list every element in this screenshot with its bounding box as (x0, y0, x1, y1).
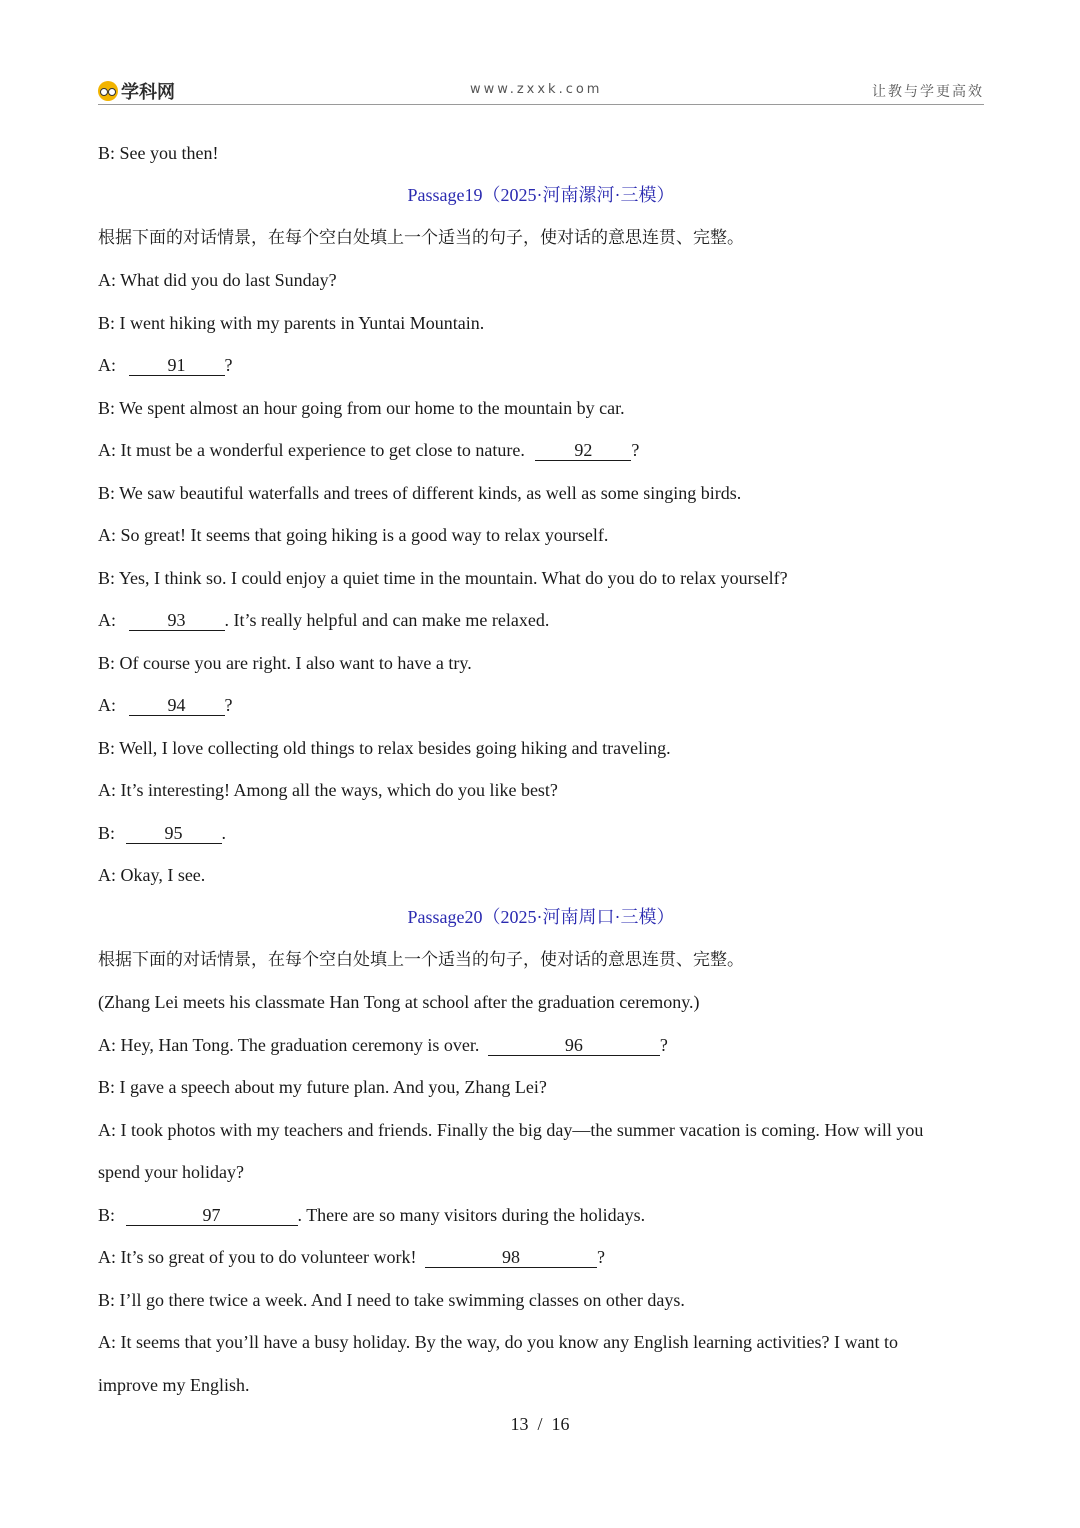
dialogue-line-blank-93 (98, 608, 984, 632)
line-text: ? (224, 695, 233, 715)
dialogue-line: B: We saw beautiful waterfalls and trees of different kinds, as well as some singing birds. (98, 483, 742, 503)
site-logo[interactable] (98, 78, 175, 104)
dialogue-line: B: I’ll go there twice a week. And I need to take swimming classes on other days. (98, 1290, 685, 1310)
dialogue-line: B: Yes, I think so. I could enjoy a quiet time in the mountain. What do you do to relax yourself? (98, 568, 788, 588)
dialogue-line: B: See you then! (98, 143, 219, 163)
line-text: A: It’s so great of you to do volunteer work! (98, 1247, 421, 1267)
line-text: B: (98, 1205, 120, 1225)
answer-blank-92[interactable]: 92 (535, 440, 631, 461)
passage19-title: Passage19（2025·河南漯河·三模） (407, 185, 675, 205)
passage20-title: Passage20（2025·河南周口·三模） (407, 907, 675, 927)
dialogue-line-blank-94 (98, 693, 984, 717)
dialogue-line: B: I went hiking with my parents in Yuntai Mountain. (98, 313, 485, 333)
line-text: A: Hey, Han Tong. The graduation ceremony is over. (98, 1035, 484, 1055)
dialogue-line: spend your holiday? (98, 1162, 244, 1182)
line-text: ? (631, 440, 640, 460)
passage19-instruction: 根据下面的对话情景，在每个空白处填上一个适当的句子，使对话的意思连贯、完整。 (98, 228, 744, 248)
dialogue-line-blank-91 (98, 353, 984, 377)
dialogue-line: B: Of course you are right. I also want to have a try. (98, 653, 472, 673)
header-slogan: 让教与学更高效 (872, 84, 984, 100)
page-number: 13 / 16 (510, 1414, 570, 1434)
dialogue-line-blank-97 (98, 1203, 984, 1227)
line-text: ? (224, 355, 233, 375)
dialogue-line: A: I took photos with my teachers and friends. Finally the big day—the summer vacation is coming. How will you (98, 1120, 924, 1140)
dialogue-line-blank-96 (98, 1033, 984, 1057)
line-text: ? (659, 1035, 668, 1055)
answer-blank-91[interactable]: 91 (129, 355, 225, 376)
answer-blank-98[interactable]: 98 (425, 1247, 597, 1268)
line-text: ? (596, 1247, 605, 1267)
dialogue-line: A: What did you do last Sunday? (98, 270, 337, 290)
line-text: A: It must be a wonderful experience to get close to nature. (98, 440, 530, 460)
dialogue-line: A: So great! It seems that going hiking is a good way to relax yourself. (98, 525, 609, 545)
dialogue-line-blank-92 (98, 438, 984, 462)
dialogue-line: improve my English. (98, 1375, 250, 1395)
dialogue-line: A: It’s interesting! Among all the ways, which do you like best? (98, 780, 558, 800)
dialogue-line: A: It seems that you’ll have a busy holiday. By the way, do you know any English learning activities? I want to (98, 1332, 898, 1352)
logo-icon (98, 81, 118, 101)
dialogue-line-blank-98 (98, 1245, 984, 1269)
dialogue-line: B: I gave a speech about my future plan. And you, Zhang Lei? (98, 1077, 547, 1097)
line-text: A: (98, 355, 121, 375)
dialogue-line: A: Okay, I see. (98, 865, 206, 885)
site-url[interactable]: www.zxxk.com (470, 82, 603, 97)
logo-text: 学科网 (121, 82, 175, 103)
line-text: . There are so many visitors during the holidays. (297, 1205, 646, 1225)
answer-blank-95[interactable]: 95 (126, 823, 222, 844)
dialogue-line-blank-95 (98, 821, 984, 845)
answer-blank-97[interactable]: 97 (126, 1205, 298, 1226)
dialogue-line: B: We spent almost an hour going from our home to the mountain by car. (98, 398, 625, 418)
answer-blank-96[interactable]: 96 (488, 1035, 660, 1056)
answer-blank-93[interactable]: 93 (129, 610, 225, 631)
page-header (98, 76, 984, 105)
line-text: A: (98, 695, 121, 715)
line-text: . It’s really helpful and can make me relaxed. (224, 610, 550, 630)
line-text: B: (98, 823, 120, 843)
passage20-instruction: 根据下面的对话情景，在每个空白处填上一个适当的句子，使对话的意思连贯、完整。 (98, 950, 744, 970)
dialogue-context: (Zhang Lei meets his classmate Han Tong at school after the graduation ceremony.) (98, 992, 700, 1012)
line-text: . (221, 823, 227, 843)
line-text: A: (98, 610, 121, 630)
answer-blank-94[interactable]: 94 (129, 695, 225, 716)
dialogue-line: B: Well, I love collecting old things to relax besides going hiking and traveling. (98, 738, 671, 758)
